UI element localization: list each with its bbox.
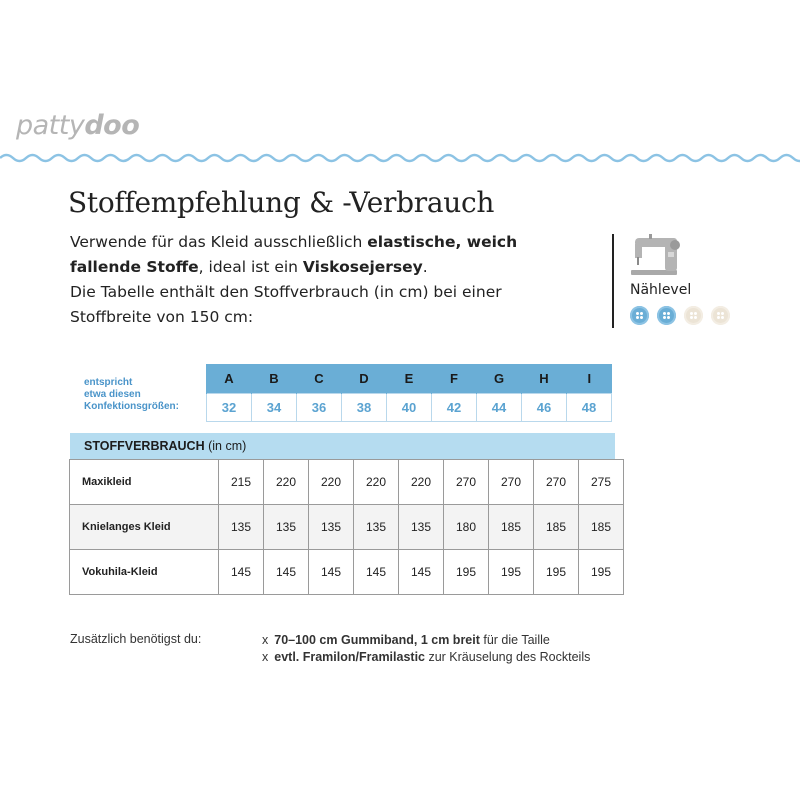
size-number-cell: 46 [522,394,567,422]
value-cell: 195 [579,550,624,595]
consumption-header [70,433,615,459]
size-number-cell: 38 [342,394,387,422]
page-title: Stoffempfehlung & -Verbrauch [68,186,495,219]
row-label: Maxikleid [70,460,219,505]
sewing-machine-icon [629,234,681,278]
brand-logo [16,110,139,141]
extras-marker: x [262,650,269,664]
size-letter-cell: C [297,364,342,394]
value-cell: 270 [489,460,534,505]
intro-line4: Stoffbreite von 150 cm: [70,308,254,326]
value-cell: 220 [399,460,444,505]
value-cell: 180 [444,505,489,550]
value-cell: 145 [309,550,354,595]
value-cell: 145 [219,550,264,595]
extras-label: Zusätzlich benötigst du: [70,632,202,646]
extras-item [262,649,590,666]
extras-item-bold: evtl. Framilon/Framilastic [274,650,425,664]
value-cell: 135 [354,505,399,550]
value-cell: 135 [264,505,309,550]
button-icon [630,306,649,325]
value-cell: 220 [354,460,399,505]
value-cell: 215 [219,460,264,505]
value-cell: 195 [444,550,489,595]
size-number-cell: 36 [297,394,342,422]
size-number-cell: 44 [477,394,522,422]
value-cell: 135 [399,505,444,550]
naehlevel-label: Nählevel [630,282,692,298]
size-label-line3: Konfektionsgrößen: [84,401,179,412]
consumption-table [69,459,624,595]
intro-line2-end: . [422,258,428,276]
brand-logo-part1: patty [16,110,85,141]
intro-text [70,230,610,330]
size-conversion-label [84,377,179,413]
extras-marker: x [262,633,269,647]
value-cell: 275 [579,460,624,505]
size-letter-cell: H [522,364,567,394]
intro-line2-bold: fallende Stoffe [70,258,199,276]
size-letter-row [207,364,612,394]
value-cell: 185 [489,505,534,550]
size-number-cell: 40 [387,394,432,422]
extras-item-text: zur Kräuselung des Rockteils [425,650,591,664]
size-number-cell: 42 [432,394,477,422]
button-icon [657,306,676,325]
row-label: Vokuhila-Kleid [70,550,219,595]
intro-line1-text: Verwende für das Kleid ausschließlich [70,233,368,251]
consumption-header-unit: (in cm) [208,439,247,453]
naehlevel-rating [630,306,730,325]
intro-line1-bold: elastische, weich [367,233,518,251]
consumption-header-title: STOFFVERBRAUCH [84,439,205,453]
size-label-line2: etwa diesen [84,389,141,400]
value-cell: 135 [309,505,354,550]
value-cell: 135 [219,505,264,550]
intro-line2-text: , ideal ist ein [198,258,303,276]
size-letter-cell: B [252,364,297,394]
size-number-row [207,394,612,422]
size-letter-cell: I [567,364,612,394]
size-letter-cell: E [387,364,432,394]
value-cell: 145 [399,550,444,595]
wave-divider [0,148,800,168]
value-cell: 145 [264,550,309,595]
intro-line3: Die Tabelle enthält den Stoffverbrauch (in cm) bei einer [70,283,502,301]
size-letter-cell: D [342,364,387,394]
value-cell: 185 [579,505,624,550]
size-number-cell: 32 [207,394,252,422]
row-label: Knielanges Kleid [70,505,219,550]
table-row [70,550,624,595]
value-cell: 185 [534,505,579,550]
size-table [206,364,612,422]
value-cell: 220 [309,460,354,505]
vertical-divider [612,234,614,328]
extras-item [262,632,590,649]
intro-line2-bold2: Viskosejersey [302,258,423,276]
size-number-cell: 48 [567,394,612,422]
size-letter-cell: A [207,364,252,394]
value-cell: 220 [264,460,309,505]
size-label-line1: entspricht [84,377,133,388]
table-row [70,505,624,550]
table-row [70,460,624,505]
value-cell: 195 [489,550,534,595]
button-icon [684,306,703,325]
extras-list [262,632,590,666]
value-cell: 270 [534,460,579,505]
button-icon [711,306,730,325]
size-letter-cell: G [477,364,522,394]
value-cell: 195 [534,550,579,595]
size-letter-cell: F [432,364,477,394]
brand-logo-part2: doo [84,110,140,141]
value-cell: 270 [444,460,489,505]
value-cell: 145 [354,550,399,595]
extras-item-text: für die Taille [479,633,550,647]
extras-item-bold: 70–100 cm Gummiband, 1 cm breit [274,633,480,647]
size-number-cell: 34 [252,394,297,422]
